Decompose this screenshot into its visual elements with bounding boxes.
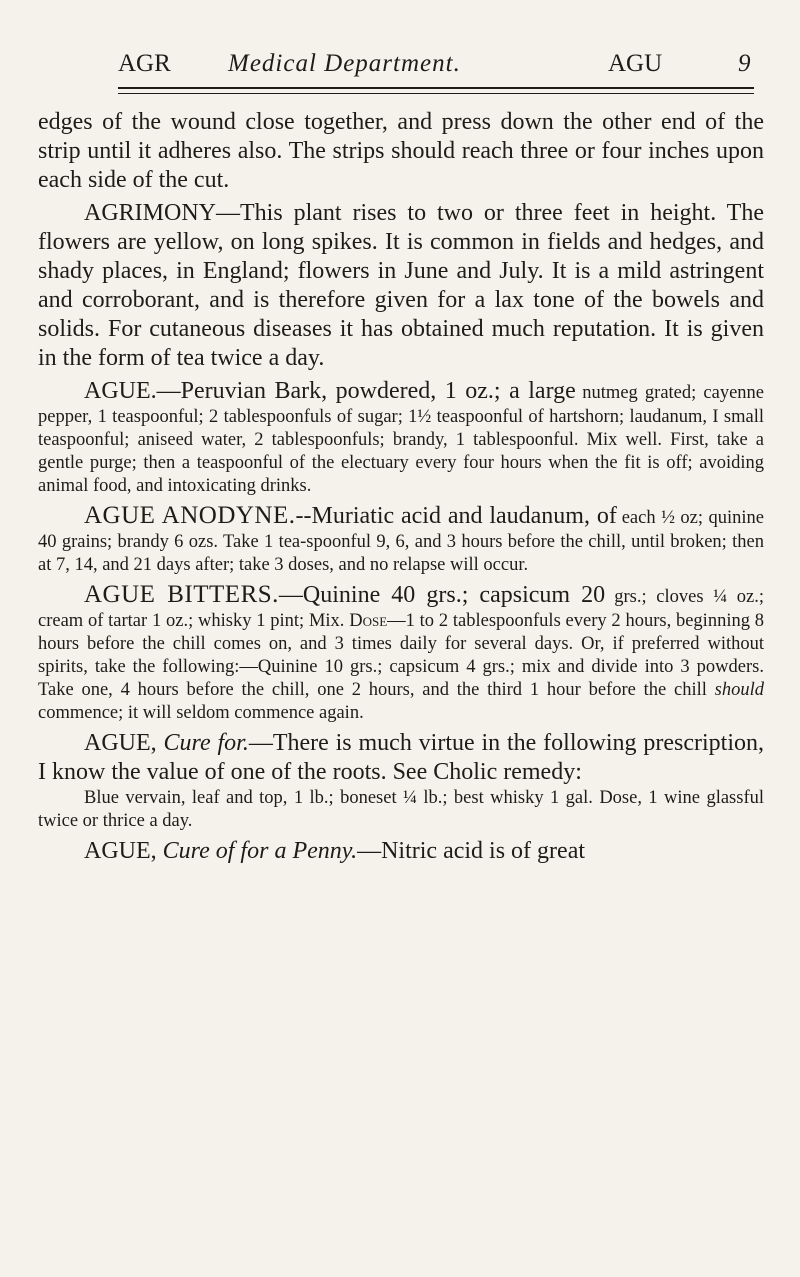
running-header bbox=[118, 44, 754, 80]
header-left-guide-word: AGR bbox=[118, 50, 171, 77]
paragraph-continued: edges of the wound close together, and press down the other end of the strip until it adheres also. The strips should reach three or four inches upon each side of the cut. bbox=[38, 109, 764, 193]
entry-text: nutmeg grated; cayenne pepper, 1 teaspoonful; 2 tablespoonfuls of sugar; 1½ teaspoonful of hartshorn; laudanum, I small teaspoonful; aniseed water, 2 tablespoonfuls; brandy, 1 tablespoonful. Mix well. First, take a gentle purge; then a teaspoonful of the electuary every four hours when the fit is off; avoiding animal food, and intoxicating drinks. bbox=[38, 383, 765, 496]
header-title: Medical Department. bbox=[228, 50, 461, 77]
header-rule-thick bbox=[118, 87, 754, 89]
entry-term: AGUE, bbox=[84, 838, 157, 864]
entry-ague bbox=[38, 377, 764, 498]
entry-lead: —There is much virtue in the following prescription, I know the value of one of the roots. See Cholic remedy: bbox=[38, 730, 764, 785]
text-part: —1 to 2 tablespoonfuls every 2 hours, beginning 8 hours before the chill comes on, and 3 times daily for several days. Or, if preferred without spirits, take the following:—Quinine 10 grs.; capsicum 4 grs.; mix and divide into 3 powders. Take one, 4 hours before the chill, one 2 hours, and the third 1 hour before the chill bbox=[38, 611, 764, 700]
text-part: commence; it will seldom commence again. bbox=[38, 703, 364, 723]
entry-text: each ½ oz; quinine 40 grains; brandy 6 ozs. Take 1 tea-spoonful 9, 6, and 3 hours before the chill, until broken; then at 7, 14, and 21 days after; take 3 doses, and no relapse will occur. bbox=[38, 508, 765, 575]
entry-lead: --Muriatic acid and laudanum, of bbox=[295, 503, 617, 529]
entry-lead: —Quinine 40 grs.; capsicum 20 bbox=[278, 582, 606, 608]
header-rule-thin bbox=[118, 93, 754, 94]
page-number: 9 bbox=[738, 50, 751, 77]
entry-agrimony bbox=[38, 199, 764, 373]
entry-ague-cure bbox=[38, 729, 764, 787]
entry-term: AGUE BITTERS. bbox=[84, 581, 279, 608]
entry-recipe: Blue vervain, leaf and top, 1 lb.; boneset ¼ lb.; best whisky 1 gal. Dose, 1 wine glassful twice or thrice a day. bbox=[38, 788, 764, 831]
entry-subtitle: Cure of for a Penny. bbox=[162, 838, 358, 864]
entry-lead: AGUE.—Peruvian Bark, powdered, 1 oz.; a large bbox=[84, 378, 576, 404]
entry-subtitle: Cure for. bbox=[163, 730, 249, 756]
entry-ague-penny bbox=[38, 837, 764, 866]
entry-ague-anodyne bbox=[38, 502, 764, 577]
text-part: grs.; cloves ¼ oz.; cream of tartar 1 oz.; whisky 1 pint; Mix. bbox=[38, 587, 765, 631]
entry-term: AGUE ANODYNE. bbox=[84, 502, 296, 529]
entry-ague-bitters bbox=[38, 581, 764, 725]
page-body bbox=[38, 108, 764, 866]
entry-term: AGUE, bbox=[84, 730, 157, 756]
dose-word: Dose bbox=[349, 611, 388, 631]
emphasis: should bbox=[714, 680, 764, 700]
entry-term: AGRIMONY bbox=[84, 200, 216, 226]
entry-text: —This plant rises to two or three feet in height. The flowers are yellow, on long spikes. It is common in fields and hedges, and shady places, in England; flowers in June and July. It is a mild astringent and corroborant, and is therefore given for a lax tone of the bowels and solids. For cutaneous diseases it has obtained much reputation. It is given in the form of tea twice a day. bbox=[38, 200, 764, 371]
header-right-guide-word: AGU bbox=[608, 50, 663, 77]
entry-lead: —Nitric acid is of great bbox=[357, 838, 586, 864]
